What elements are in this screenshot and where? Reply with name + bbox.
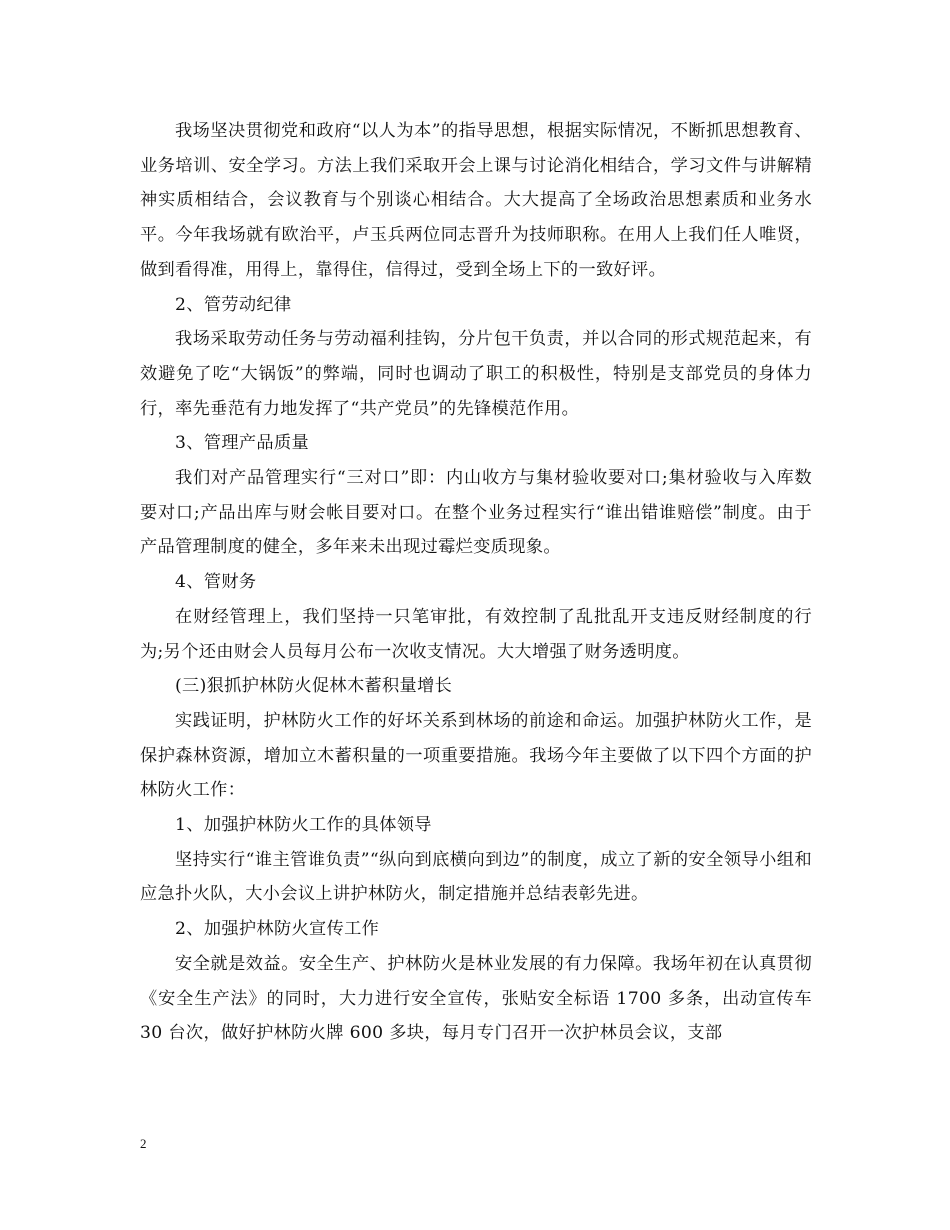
section-heading-labor-discipline: 2、管劳动纪律 [175, 294, 292, 315]
section-heading-finance: 4、管财务 [175, 572, 257, 593]
paragraph-forest-fire-prevention: 实践证明，护林防火工作的好坏关系到林场的前途和命运。加强护林防火工作，是保护森林资源，增加立木蓄积量的一项重要措施。我场今年主要做了以下四个方面的护林防火工作： [140, 710, 812, 801]
section-heading-product-quality: 3、管理产品质量 [175, 433, 310, 454]
paragraph-talent-management: 我场坚决贯彻党和政府“以人为本”的指导思想，根据实际情况，不断抓思想教育、业务培训、安全学习。方法上我们采取开会上课与讨论消化相结合，学习文件与讲解精神实质相结合，会议教育与个别谈心相结合。大大提高了全场政治思想素质和业务水平。今年我场就有欧治平，卢玉兵两位同志晋升为技师职称。在用人上我们任人唯贤，做到看得准，用得上，靠得住，信得过，受到全场上下的一致好评。 [140, 121, 812, 280]
section-heading-forest-fire-prevention: (三)狠抓护林防火促林木蓄积量增长 [175, 676, 453, 697]
page-number: 2 [140, 1136, 147, 1151]
paragraph-finance: 在财经管理上，我们坚持一只笔审批，有效控制了乱批乱开支违反财经制度的行为;另个还由财会人员每月公布一次收支情况。大大增强了财务透明度。 [140, 606, 812, 662]
document-body [140, 114, 812, 1051]
section-heading-fire-leadership: 1、加强护林防火工作的具体领导 [175, 815, 432, 836]
paragraph-labor-discipline: 我场采取劳动任务与劳动福利挂钩，分片包干负责，并以合同的形式规范起来，有效避免了吃“大锅饭”的弊端，同时也调动了职工的积极性，特别是支部党员的身体力行，率先垂范有力地发挥了“共产党员”的先锋模范作用。 [140, 329, 812, 419]
paragraph-product-quality: 我们对产品管理实行“三对口”即：内山收方与集材验收要对口;集材验收与入库数要对口;产品出库与财会帐目要对口。在整个业务过程实行“谁出错谁赔偿”制度。由于产品管理制度的健全，多年来未出现过霉烂变质现象。 [140, 468, 812, 558]
section-heading-fire-publicity: 2、加强护林防火宣传工作 [175, 919, 380, 940]
paragraph-fire-publicity: 安全就是效益。安全生产、护林防火是林业发展的有力保障。我场年初在认真贯彻《安全生产法》的同时，大力进行安全宣传，张贴安全标语 1700 多条，出动宣传车 30 台次，做好护林防火牌 600 多块，每月专门召开一次护林员会议，支部 [140, 953, 812, 1044]
paragraph-fire-leadership: 坚持实行“谁主管谁负责”“纵向到底横向到边”的制度，成立了新的安全领导小组和应急扑火队，大小会议上讲护林防火，制定措施并总结表彰先进。 [140, 849, 812, 905]
